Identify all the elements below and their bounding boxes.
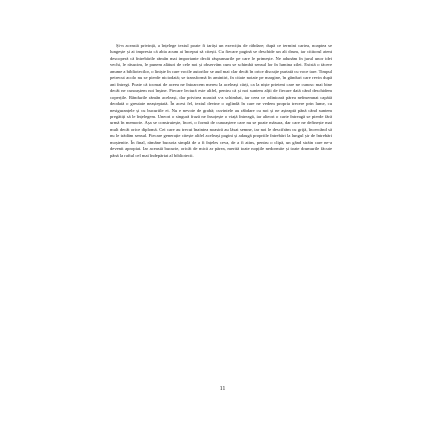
body-paragraph: Și-n această privință, a înțelege textul poate fi iarăși un exercițiu de răbdare; după ce termini cartea, noaptea se lungește și ai impresia că abia acum ai început să citești. Cu fiecare pagină se deschide un alt drum, iar cititorul atent descoperă că întrebările rămân mai importante decât răspunsurile pe care le primește. Ne adunăm în jurul unor idei vechi, le răsucim, le punem alături de cele noi și observăm cum se schimbă sensul lor în lumina zilei. Există o tăcere anume a bibliotecilor, o liniște în care vocile autorilor se aud mai clar decât în orice discuție purtată cu voce tare. Timpul petrecut acolo nu se pierde niciodată; se transformă în amintiri, în citate notate pe margine, în gânduri care revin după ani întregi. Poate că tocmai de aceea ne întoarcem mereu la aceleași cărți, ca la niște prieteni care ne cunosc mai bine decât ne cunoaștem noi înșine. Fiecare lectură este altfel, pentru că și noi suntem alții de fiecare dată când deschidem coperțile. Rândurile rămân aceleași, dar privirea noastră s-a schimbat, iar ceea ce odinioară părea neînsemnat capătă deodată o greutate neașteptată. În acest fel, textul devine o oglindă în care ne vedem propria trecere prin lume, cu nesiguranțele și cu bucuriile ei. Nu e nevoie de grabă; cuvintele au răbdare cu noi și ne așteaptă până când suntem pregătiți să le înțelegem. Uneori o singură frază ne însoțește o viață întreagă, iar alteori o carte întreagă se pierde fără urmă în memorie. Așa se construiește, încet, o formă de cunoaștere care nu se poate măsura, dar care ne definește mai mult decât orice diplomă. Cei care au trecut înaintea noastră au lăsat semne, iar noi le descifrăm cu grijă, încercând să nu le trădăm sensul. Fiecare generație citește altfel aceleași pagini și adaugă propriile întrebări la lungul șir de întrebări moștenite. În final, rămâne bucuria simplă de a fi înțeles ceva, de a fi atins, pentru o clipă, un gând străin care ne-a devenit apropiat. Iar această bucurie, oricât de mică ar părea, merită toate nopțile nedormite și toate drumurile făcute până la raftul cel mai îndepărtat al bibliotecii. [110,43,332,158]
page-number: 11 [219,386,226,392]
body-text-block [110,43,332,379]
